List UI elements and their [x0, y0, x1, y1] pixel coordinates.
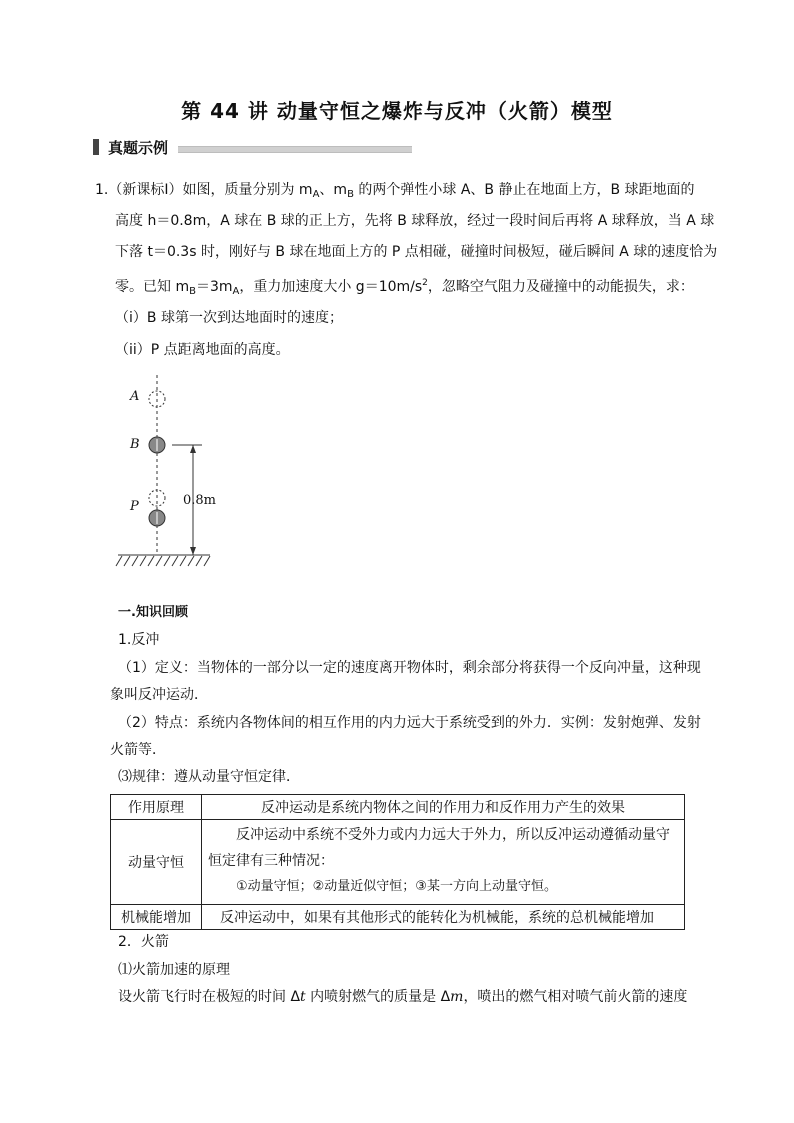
table-cell-label: 机械能增加	[111, 905, 202, 930]
review-heading: 一.知识回顾	[118, 605, 188, 620]
table-cell-text: 反冲运动中系统不受外力或内力远大于外力，所以反冲运动遵循动量守 恒定律有三种情况： ①动量守恒；②动量近似守恒；③某一方向上动量守恒。	[202, 820, 685, 905]
recoil-table	[110, 794, 685, 930]
question-2: （ii）P 点距离地面的高度。	[115, 342, 290, 358]
rocket-principle-line: 设火箭飞行时在极短的时间 Δt 内喷射燃气的质量是 Δm，喷出的燃气相对喷气前火箭的速度	[118, 989, 688, 1005]
definition-line-2: 象叫反冲运动．	[110, 687, 208, 703]
problem-line-4: 零。已知 $m_B=3m_A$，重力加速度大小 $g=10m/s^2$，忽略空气阻力及碰撞中的动能损失，求：	[115, 278, 694, 297]
rocket-subheading: ⑴火箭加速的原理	[118, 962, 230, 978]
law-line: ⑶规律：遵从动量守恒定律．	[118, 769, 300, 785]
section-divider	[178, 146, 412, 153]
label-a: A	[130, 389, 140, 404]
definition-line-1: （1）定义：当物体的一部分以一定的速度离开物体时，剩余部分将获得一个反向冲量，这种现	[118, 660, 701, 676]
label-b: B	[130, 437, 140, 452]
problem-line-1: 1.（新课标Ⅰ）如图，质量分别为 $m_A$、$m_B$ 的两个弹性小球 A、B 静止在地面上方，B 球距地面的	[95, 182, 695, 200]
height-label: 0.8m	[183, 493, 217, 508]
table-row	[111, 905, 685, 930]
feature-line-2: 火箭等．	[110, 742, 166, 758]
question-1: （i）B 球第一次到达地面时的速度；	[115, 310, 343, 326]
ground-hatch	[116, 556, 210, 566]
table-row	[111, 795, 685, 820]
problem-line-2: 高度 h＝0.8m，A 球在 B 球的正上方，先将 B 球释放，经过一段时间后再将 A 球释放，当 A 球	[115, 213, 715, 229]
problem-line-3: 下落 t＝0.3s 时，刚好与 B 球在地面上方的 P 点相碰，碰撞时间极短，碰后瞬间 A 球的速度恰为	[115, 244, 718, 260]
table-cell-label: 动量守恒	[111, 820, 202, 905]
item-2-heading: 2．火箭	[118, 934, 169, 950]
problem-figure	[110, 370, 220, 570]
feature-line-1: （2）特点：系统内各物体间的相互作用的内力远大于系统受到的外力．实例：发射炮弹、发射	[118, 715, 701, 731]
section-marker	[93, 139, 99, 155]
item-1-heading: 1.反冲	[118, 632, 160, 648]
label-p: P	[130, 499, 139, 514]
table-cell-text: 反冲运动中，如果有其他形式的能转化为机械能，系统的总机械能增加	[202, 905, 685, 930]
section-label: 真题示例	[108, 139, 169, 157]
page-title: 第 44 讲 动量守恒之爆炸与反冲（火箭）模型	[181, 99, 613, 123]
table-cell-text: 反冲运动是系统内物体之间的作用力和反作用力产生的效果	[202, 795, 685, 820]
table-row	[111, 820, 685, 905]
table-cell-label: 作用原理	[111, 795, 202, 820]
